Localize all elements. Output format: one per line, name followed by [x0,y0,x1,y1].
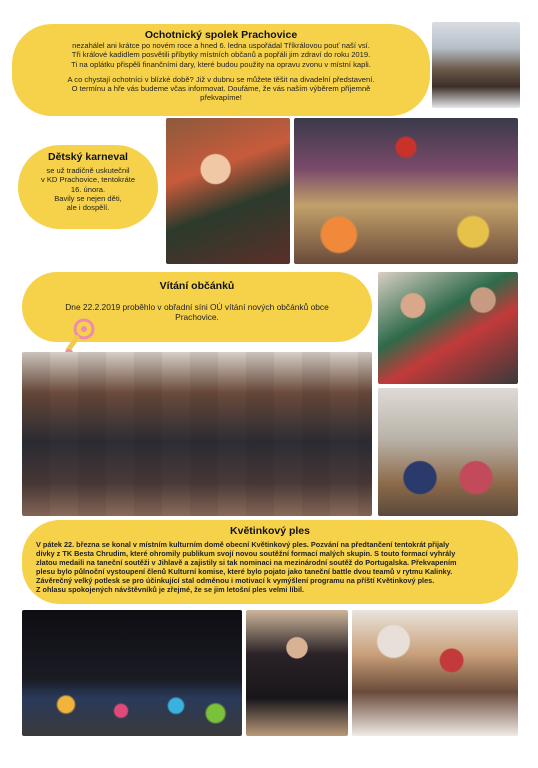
theater-club-line: Tři králové kadidlem posvětili příbytky místních občanů a popřáli jim zdraví do roku 2019. [71,50,371,60]
ball-stage-photo [22,610,242,736]
theater-club-line: nezahálel ani krátce po novém roce a hned 6. ledna uspořádal Tříkrálovou pouť naší vsí. [72,41,370,51]
flower-ball-line: plesu bylo půlnoční vystoupení členů Kulturní komise, které bylo pojato jako taneční battle dvou teamů v rytmu Kalinky. [36,567,453,577]
carnival-text-box [18,145,158,229]
flower-ball-text-box [22,520,518,604]
welcome-citizens-line: Dne 22.2.2019 proběhlo v obřadní síni OÚ vítání nových občánků obce [65,302,329,313]
carnival-heading: Dětský karneval [48,151,128,163]
audience-families-photo [22,352,372,516]
carnival-line: 16. února. [70,184,106,194]
flower-ball-line: V pátek 22. března se konal v místním kulturním domě obecní Květinkový ples. Pozvání na předtančení tentokrát přijaly [36,540,450,550]
carnival-stage-photo [294,118,518,264]
flower-ball-line: zlatou medaili na taneční soutěži v Jihlavě a zajistily si tak nominaci na mezinárodní soutěž do Portugalska. Překvapením [36,558,457,568]
children-performance-photo [378,388,518,516]
flower-ball-line: Závěrečný velký potlesk se pro účinkující stal odměnou i motivací k vymýšlení programu na příští Květinkový ples. [36,576,435,586]
theater-club-text-box [12,24,430,116]
carnival-line: Bavily se nejen děti, [54,193,122,203]
baby-welcome-photo [378,272,518,384]
carnival-line: se už tradičně uskutečnil [46,166,130,176]
theater-club-line: O termínu a hře vás budeme včas informovat. Doufáme, že vás naším výběrem příjemně [71,84,371,94]
flower-ball-line: dívky z TK Besta Chrudim, které ohromily publikum svojí novou soutěžní formací malých skupin. S touto formací vyhrály [36,549,456,559]
theater-club-line: A co chystají ochotníci v blízké době? Již v dubnu se můžete těšit na divadelní představení. [67,74,375,84]
theater-club-line: Ti na oplátku přispěli finančními dary, které budou použity na opravu zvonu v místní kapli. [71,59,371,69]
carnival-children-photo [166,118,290,264]
flower-ball-line: Z ohlasu spokojených návštěvníků je zřejmé, že se jim letošní ples velmi líbil. [36,585,305,595]
welcome-citizens-line: Prachovice. [175,312,219,323]
carnival-line: ale i dospělí. [66,203,110,213]
welcome-citizens-heading: Vítání občánků [159,280,235,292]
theater-club-line: překvapíme! [200,93,242,103]
three-kings-photo [432,22,520,108]
theater-club-heading: Ochotnický spolek Prachovice [144,29,298,41]
carnival-line: v KD Prachovice, tentokráte [40,175,136,185]
costume-battle-photo [352,610,518,736]
flower-ball-heading: Květinkový ples [230,525,310,537]
dance-group-photo [246,610,348,736]
